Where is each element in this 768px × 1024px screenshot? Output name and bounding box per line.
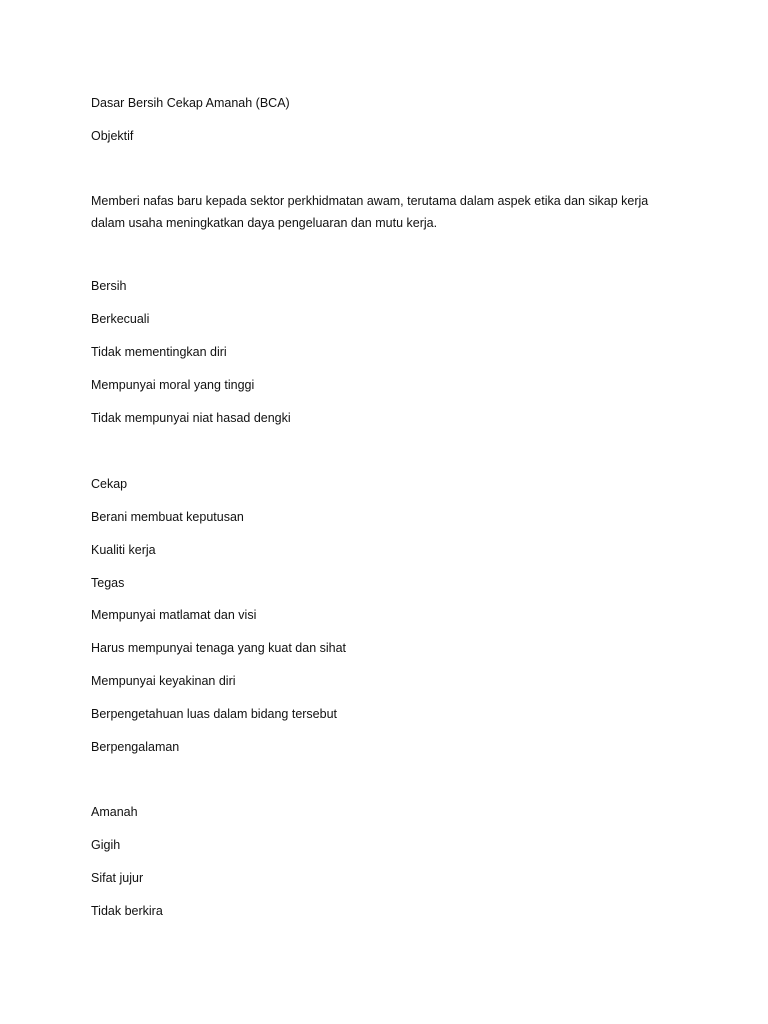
list-item: Tidak mempunyai niat hasad dengki (91, 411, 291, 425)
section-heading-cekap: Cekap (91, 477, 128, 491)
list-item: Berkecuali (91, 312, 150, 326)
section-heading-bersih: Bersih (91, 279, 127, 293)
section-heading-amanah: Amanah (91, 805, 138, 819)
list-item: Mempunyai matlamat dan visi (91, 608, 257, 622)
list-item: Berani membuat keputusan (91, 510, 244, 524)
list-item: Berpengalaman (91, 740, 180, 754)
document-title: Dasar Bersih Cekap Amanah (BCA) (91, 96, 290, 110)
list-item: Mempunyai moral yang tinggi (91, 378, 255, 392)
list-item: Tegas (91, 576, 125, 590)
list-item: Berpengetahuan luas dalam bidang tersebut (91, 707, 338, 721)
list-item: Tidak mementingkan diri (91, 345, 227, 359)
objective-heading: Objektif (91, 129, 134, 143)
list-item: Harus mempunyai tenaga yang kuat dan sihat (91, 641, 347, 655)
list-item: Gigih (91, 838, 121, 852)
list-item: Mempunyai keyakinan diri (91, 674, 236, 688)
list-item: Kualiti kerja (91, 543, 156, 557)
objective-text: Memberi nafas baru kepada sektor perkhidmatan awam, terutama dalam aspek etika dan sikap kerja dalam usaha meningkatkan daya pengeluaran dan mutu kerja. (91, 194, 649, 230)
list-item: Sifat jujur (91, 871, 144, 885)
list-item: Tidak berkira (91, 904, 163, 918)
